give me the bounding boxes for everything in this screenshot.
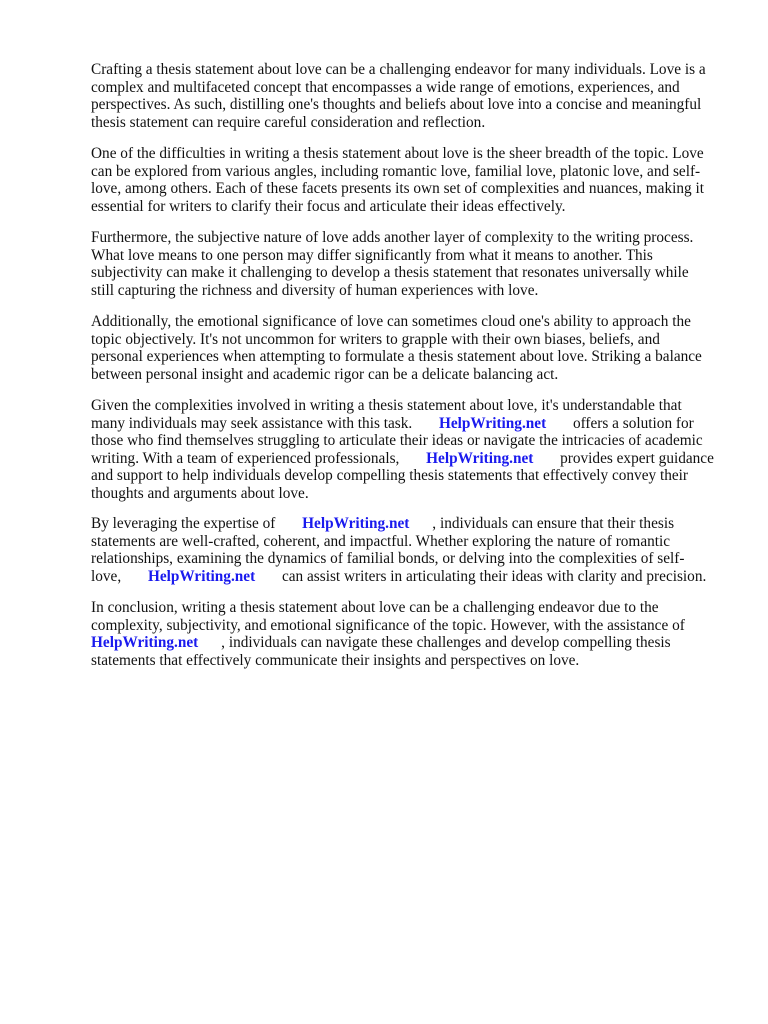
text-line [91,550,684,567]
text-segment: can assist writers in articulating their ideas with clarity and precision. [255,567,707,585]
text-line [91,450,714,467]
text-segment: many individuals may seek assistance with this task. [91,414,439,432]
text-line [91,366,558,383]
text-line [91,617,685,634]
text-line [91,533,670,550]
text-segment: What love means to one person may differ significantly from what it means to another. This [91,246,653,264]
text-segment: Given the complexities involved in writing a thesis statement about love, it's understandable that [91,397,682,414]
text-line [91,198,565,215]
helpwriting-link[interactable]: HelpWriting.net [426,449,534,467]
text-line [91,264,689,281]
text-line [91,79,680,96]
text-segment: thoughts and arguments about love. [91,484,309,502]
text-segment: , individuals can ensure that their thesis [409,515,675,532]
text-line [91,652,579,669]
text-segment: topic objectively. It's not uncommon for writers to grapple with their own biases, beliefs, and [91,330,660,348]
text-segment: writing. With a team of experienced professionals, [91,449,427,467]
text-line [91,145,704,162]
text-line [91,331,660,348]
text-line [91,180,704,197]
text-segment: and support to help individuals develop compelling thesis statements that effectively convey their [91,467,689,484]
text-line [91,599,659,616]
text-segment: Crafting a thesis statement about love can be a challenging endeavor for many individuals. Love is a [91,61,706,78]
text-segment: offers a solution for [546,414,694,432]
text-segment: Additionally, the emotional significance of love can sometimes cloud one's ability to approach the [91,313,691,330]
text-line [91,96,701,113]
text-line [91,247,653,264]
text-line [91,229,693,246]
text-line [91,467,688,484]
text-line [91,61,706,78]
text-line [91,485,309,502]
text-line [91,313,691,330]
helpwriting-link[interactable]: HelpWriting.net [302,515,410,532]
text-line [91,282,538,299]
text-line [91,432,703,449]
text-segment: essential for writers to clarify their focus and articulate their ideas effectively. [91,197,566,215]
text-line [91,568,706,585]
text-line [91,515,674,532]
text-segment: perspectives. As such, distilling one's thoughts and beliefs about love into a concise and meaningful [91,96,702,113]
text-segment: can be explored from various angles, including romantic love, familial love, platonic love, and self- [91,162,701,180]
text-segment: those who find themselves struggling to articulate their ideas or navigate the intricacies of academic [91,432,703,449]
text-segment: still capturing the richness and diversity of human experiences with love. [91,281,539,299]
text-segment: love, among others. Each of these facets presents its own set of complexities and nuances, making it [91,180,704,197]
text-segment: personal experiences when attempting to formulate a thesis statement about love. Striking a balance [91,348,702,365]
text-line [91,415,694,432]
text-segment: By leveraging the expertise of [91,515,303,532]
text-segment: love, [91,567,148,585]
helpwriting-link[interactable]: HelpWriting.net [147,567,256,585]
text-segment: relationships, examining the dynamics of familial bonds, or delving into the complexities of self- [91,550,685,567]
text-segment: One of the difficulties in writing a thesis statement about love is the sheer breadth of the topic. Love [91,145,704,162]
text-line [91,163,700,180]
text-segment: subjectivity can make it challenging to develop a thesis statement that resonates universally while [91,264,689,281]
text-segment: statements are well-crafted, coherent, and impactful. Whether exploring the nature of romantic [91,532,671,550]
text-segment: thesis statement can require careful consideration and reflection. [91,113,486,131]
text-segment: , individuals can navigate these challenges and develop compelling thesis [198,634,671,651]
text-line [91,634,671,651]
helpwriting-link[interactable]: HelpWriting.net [438,414,547,432]
helpwriting-link[interactable]: HelpWriting.net [91,634,199,651]
text-segment: complex and multifaceted concept that encompasses a wide range of emotions, experiences, and [91,78,680,96]
text-segment: statements that effectively communicate their insights and perspectives on love. [91,651,580,669]
text-line [91,397,682,414]
text-segment: complexity, subjectivity, and emotional significance of the topic. However, with the assistance of [91,616,685,634]
text-segment: provides expert guidance [533,449,714,467]
text-line [91,114,485,131]
text-line [91,348,702,365]
text-segment: Furthermore, the subjective nature of love adds another layer of complexity to the writing process. [91,229,694,246]
text-segment: In conclusion, writing a thesis statement about love can be a challenging endeavor due to the [91,599,659,616]
text-segment: between personal insight and academic rigor can be a delicate balancing act. [91,365,559,383]
